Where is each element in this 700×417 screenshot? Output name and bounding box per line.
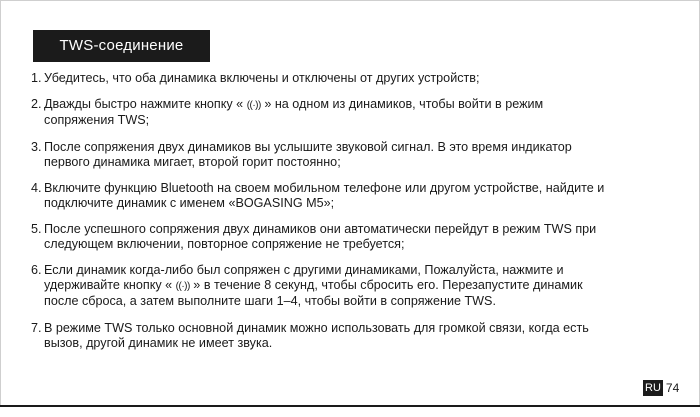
step-text: [44, 278, 671, 294]
step-7: [31, 321, 671, 351]
step-text: После успешного сопряжения двух динамиков они автоматически перейдут в режим TWS при: [44, 222, 597, 237]
step-5: [31, 222, 671, 252]
step-number: 7.: [31, 320, 42, 335]
step-3: [31, 140, 671, 170]
step-4: [31, 181, 671, 211]
step-text: сопряжения TWS;: [44, 113, 150, 128]
step-number: 1.: [31, 71, 42, 85]
step-number: 5.: [31, 222, 42, 237]
step-text-part: » на одном из динамиков, чтобы войти в режим: [260, 97, 544, 112]
step-2: [31, 97, 671, 128]
step-text: подключите динамик с именем «BOGASING M5»;: [44, 195, 335, 210]
step-number: 6.: [31, 263, 42, 278]
step-text-part: » в течение 8 секунд, чтобы сбросить его. Перезапустите динамик: [189, 278, 583, 293]
steps-list: [31, 71, 671, 362]
step-number: 4.: [31, 180, 42, 195]
step-text-part: Дважды быстро нажмите кнопку «: [44, 97, 247, 112]
step-text: [44, 97, 671, 113]
step-text: Убедитесь, что оба динамика включены и отключены от других устройств;: [44, 71, 480, 85]
tws-button-icon: ((·)): [175, 281, 190, 293]
step-text: В режиме TWS только основной динамик можно использовать для громкой связи, когда есть: [44, 320, 589, 335]
step-text: После сопряжения двух динамиков вы услышите звуковой сигнал. В это время индикатор: [44, 139, 572, 154]
step-text: вызов, другой динамик не имеет звука.: [44, 335, 273, 350]
language-badge: RU: [645, 382, 661, 394]
frame-border-bottom: [0, 405, 700, 407]
frame-border-left: [0, 0, 1, 406]
page-footer: [643, 380, 679, 396]
step-text: Если динамик когда-либо был сопряжен с другими динамиками, Пожалуйста, нажмите и: [44, 263, 564, 278]
step-text: следующем включении, повторное сопряжение не требуется;: [44, 237, 405, 252]
step-text: Включите функцию Bluetooth на своем мобильном телефоне или другом устройстве, найдите и: [44, 180, 605, 195]
step-6: [31, 263, 671, 309]
tws-button-icon: ((·)): [246, 100, 261, 112]
section-title: TWS-соединение: [33, 30, 210, 62]
step-1: [31, 71, 671, 86]
step-text-part: удерживайте кнопку «: [44, 278, 176, 293]
step-number: 3.: [31, 139, 42, 154]
page-number: 74: [665, 381, 680, 395]
frame-border-top: [0, 0, 700, 1]
step-text: первого динамика мигает, второй горит постоянно;: [44, 154, 341, 169]
step-text: после сброса, а затем выполните шаги 1–4, чтобы войти в сопряжение TWS.: [44, 294, 496, 309]
step-number: 2.: [31, 97, 42, 112]
